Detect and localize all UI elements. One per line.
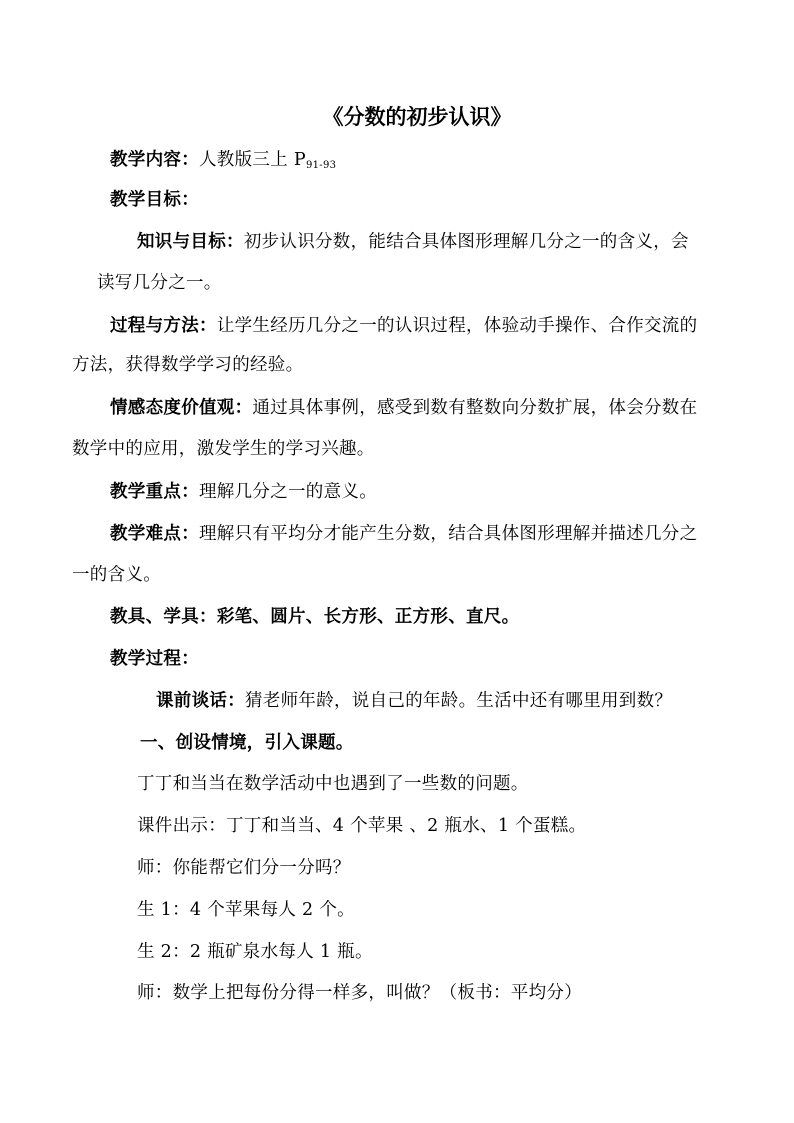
objectives-heading: 教学目标： — [110, 190, 199, 210]
knowledge-line-2: 读写几分之一。 — [97, 273, 222, 293]
pre-talk-text: 猜老师年龄，说自己的年龄。生活中还有哪里用到数？ — [245, 691, 673, 711]
key-point-line — [110, 481, 377, 503]
body-line: 师：数学上把每份分得一样多，叫做？（板书：平均分） — [137, 983, 582, 1003]
body-line: 生 2：2 瓶矿泉水每人 1 瓶。 — [137, 942, 373, 962]
tools-line — [110, 606, 519, 628]
difficulty-label: 教学难点： — [110, 524, 199, 544]
knowledge-text-1: 初步认识分数，能结合具体图形理解几分之一的含义，会 — [243, 232, 689, 252]
difficulty-line-1 — [110, 523, 697, 545]
emotion-text-1: 通过具体事例，感受到数有整数向分数扩展，体会分数在 — [252, 398, 698, 418]
tools-label: 教具、学具： — [110, 607, 217, 627]
section1-heading: 一、创设情境，引入课题。 — [140, 733, 354, 753]
emotion-line-2: 数学中的应用，激发学生的学习兴趣。 — [72, 439, 375, 459]
key-point-label: 教学重点： — [110, 482, 199, 502]
process-method-text-1: 让学生经历几分之一的认识过程，体验动手操作、合作交流的 — [216, 316, 698, 336]
document-title: 《分数的初步认识》 — [322, 104, 512, 129]
teaching-content-label: 教学内容： — [110, 150, 199, 170]
process-heading: 教学过程： — [110, 649, 199, 669]
teaching-content-line — [110, 149, 336, 177]
process-method-line-1 — [110, 315, 697, 337]
tools-text: 彩笔、圆片、长方形、正方形、直尺。 — [216, 607, 520, 627]
teaching-content-pages: 91-93 — [305, 160, 337, 171]
emotion-label: 情感态度价值观： — [110, 398, 253, 418]
process-method-line-2: 方法，获得数学学习的经验。 — [72, 355, 304, 375]
pre-talk-line — [156, 690, 672, 712]
difficulty-text-1: 理解只有平均分才能产生分数，结合具体图形理解并描述几分之 — [199, 524, 698, 544]
body-line: 师：你能帮它们分一分吗？ — [137, 858, 351, 878]
body-line: 丁丁和当当在数学活动中也遇到了一些数的问题。 — [137, 774, 529, 794]
emotion-line-1 — [110, 397, 697, 419]
teaching-content-text: 人教版三上 P — [199, 150, 306, 170]
body-line: 课件出示：丁丁和当当、4 个苹果 、2 瓶水、1 个蛋糕。 — [137, 816, 587, 836]
knowledge-label: 知识与目标： — [137, 232, 244, 252]
key-point-text: 理解几分之一的意义。 — [199, 482, 377, 502]
process-method-label: 过程与方法： — [110, 316, 217, 336]
pre-talk-label: 课前谈话： — [156, 691, 245, 711]
body-line: 生 1：4 个苹果每人 2 个。 — [137, 900, 355, 920]
difficulty-line-2: 一的含义。 — [72, 565, 161, 585]
knowledge-line-1 — [137, 231, 689, 253]
